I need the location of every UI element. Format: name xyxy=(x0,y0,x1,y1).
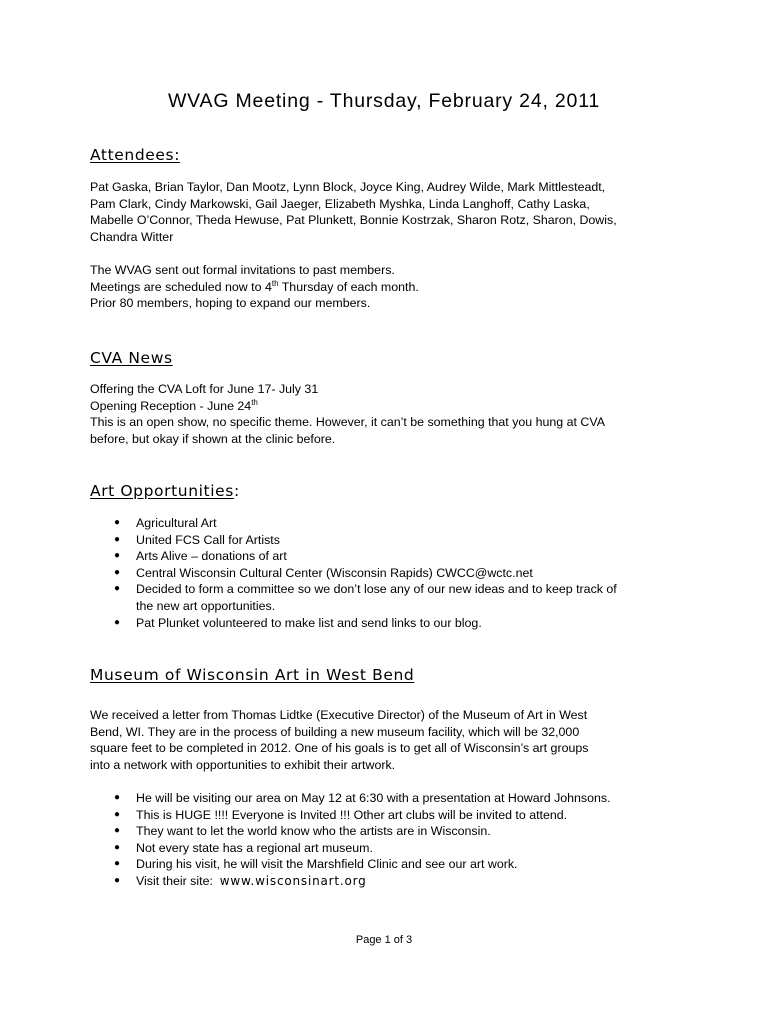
attendees-notes xyxy=(90,262,690,312)
website-link[interactable]: www.wisconsinart.org xyxy=(219,873,367,888)
attendees-heading xyxy=(90,146,180,164)
cva-news-heading-text: CVA News xyxy=(90,349,173,367)
cva-line: before, but okay if shown at the clinic before. xyxy=(90,431,336,446)
bullet-icon: ● xyxy=(114,566,121,578)
museum-line: into a network with opportunities to exhibit their artwork. xyxy=(90,757,396,772)
museum-line: Bend, WI. They are in the process of building a new museum facility, which will be 32,000 xyxy=(90,724,580,739)
page-title: WVAG Meeting - Thursday, February 24, 2011 xyxy=(167,90,601,112)
cva-superscript: th xyxy=(251,397,258,407)
museum-list xyxy=(90,790,690,890)
bullet-icon: ● xyxy=(114,841,121,853)
art-opportunities-heading-colon: : xyxy=(233,482,240,500)
art-opportunities-heading xyxy=(90,482,240,500)
list-item xyxy=(90,565,690,582)
museum-paragraph xyxy=(90,707,690,773)
cva-line xyxy=(90,398,690,415)
list-item-text: the new art opportunities. xyxy=(136,598,276,613)
list-item-text: Decided to form a committee so we don’t lose any of our new ideas and to keep track of xyxy=(136,582,617,597)
cva-line: Offering the CVA Loft for June 17- July 31 xyxy=(90,382,319,396)
bullet-icon: ● xyxy=(114,858,121,870)
list-item-text: During his visit, he will visit the Marshfield Clinic and see our art work. xyxy=(136,857,518,872)
list-item xyxy=(90,532,690,549)
list-item xyxy=(90,581,690,614)
list-item xyxy=(90,515,690,532)
attendees-list xyxy=(90,179,690,245)
art-opportunities-list xyxy=(90,515,690,631)
list-item-text: Arts Alive – donations of art xyxy=(136,549,287,564)
cva-news-body xyxy=(90,381,690,447)
attendees-line: Mabelle O’Connor, Theda Hewuse, Pat Plunkett, Bonnie Kostrzak, Sharon Rotz, Sharon, Dowis, xyxy=(90,213,617,228)
museum-line: We received a letter from Thomas Lidtke (Executive Director) of the Museum of Art in West xyxy=(90,708,588,722)
note-line: The WVAG sent out formal invitations to past members. xyxy=(90,263,395,277)
list-item-text: Agricultural Art xyxy=(136,516,217,530)
note-text: Thursday of each month. xyxy=(278,279,419,294)
list-item xyxy=(90,873,690,890)
bullet-icon: ● xyxy=(114,792,121,803)
note-text: Meetings are scheduled now to 4 xyxy=(90,279,272,294)
art-opportunities-heading-text: Art Opportunities xyxy=(90,482,234,500)
cva-news-heading xyxy=(90,349,173,367)
bullet-icon: ● xyxy=(114,533,121,545)
page-footer: Page 1 of 3 xyxy=(355,934,413,946)
list-item-text: Central Wisconsin Cultural Center (Wisconsin Rapids) CWCC@wctc.net xyxy=(136,565,533,580)
museum-heading xyxy=(90,666,414,684)
list-item xyxy=(90,807,690,824)
attendees-heading-text: Attendees: xyxy=(90,146,181,164)
list-item xyxy=(90,823,690,840)
cva-text: Opening Reception - June 24 xyxy=(90,398,252,413)
list-item-text: Pat Plunket volunteered to make list and send links to our blog. xyxy=(136,615,482,630)
visit-label: Visit their site: xyxy=(136,873,220,888)
museum-line: square feet to be completed in 2012. One of his goals is to get all of Wisconsin’s art groups xyxy=(90,741,589,756)
bullet-icon: ● xyxy=(114,583,121,595)
note-superscript: th xyxy=(271,278,279,288)
list-item-text: He will be visiting our area on May 12 at 6:30 with a presentation at Howard Johnsons. xyxy=(136,791,611,805)
list-item-text: United FCS Call for Artists xyxy=(136,532,280,547)
bullet-icon: ● xyxy=(114,825,121,837)
bullet-icon: ● xyxy=(114,517,121,528)
bullet-icon: ● xyxy=(114,616,121,628)
bullet-icon: ● xyxy=(114,808,121,820)
list-item-text: Not every state has a regional art museum. xyxy=(136,840,373,855)
list-item xyxy=(90,840,690,857)
list-item-text: This is HUGE !!!! Everyone is Invited !!! Other art clubs will be invited to attend. xyxy=(136,807,568,822)
attendees-line: Pam Clark, Cindy Markowski, Gail Jaeger, Elizabeth Myshka, Linda Langhoff, Cathy Laska, xyxy=(90,196,590,211)
attendees-line: Chandra Witter xyxy=(90,229,174,244)
list-item xyxy=(90,548,690,565)
list-item xyxy=(90,615,690,632)
museum-heading-text: Museum of Wisconsin Art in West Bend xyxy=(90,666,415,684)
cva-line: This is an open show, no specific theme. However, it can’t be something that you hung at CVA xyxy=(90,415,605,430)
bullet-icon: ● xyxy=(114,874,121,886)
note-line xyxy=(90,279,690,296)
list-item-text: They want to let the world know who the artists are in Wisconsin. xyxy=(136,824,491,839)
bullet-icon: ● xyxy=(114,550,121,562)
list-item xyxy=(90,790,690,807)
list-item xyxy=(90,856,690,873)
attendees-line: Pat Gaska, Brian Taylor, Dan Mootz, Lynn Block, Joyce King, Audrey Wilde, Mark Mittlesteadt, xyxy=(90,180,606,194)
note-line: Prior 80 members, hoping to expand our members. xyxy=(90,296,371,311)
